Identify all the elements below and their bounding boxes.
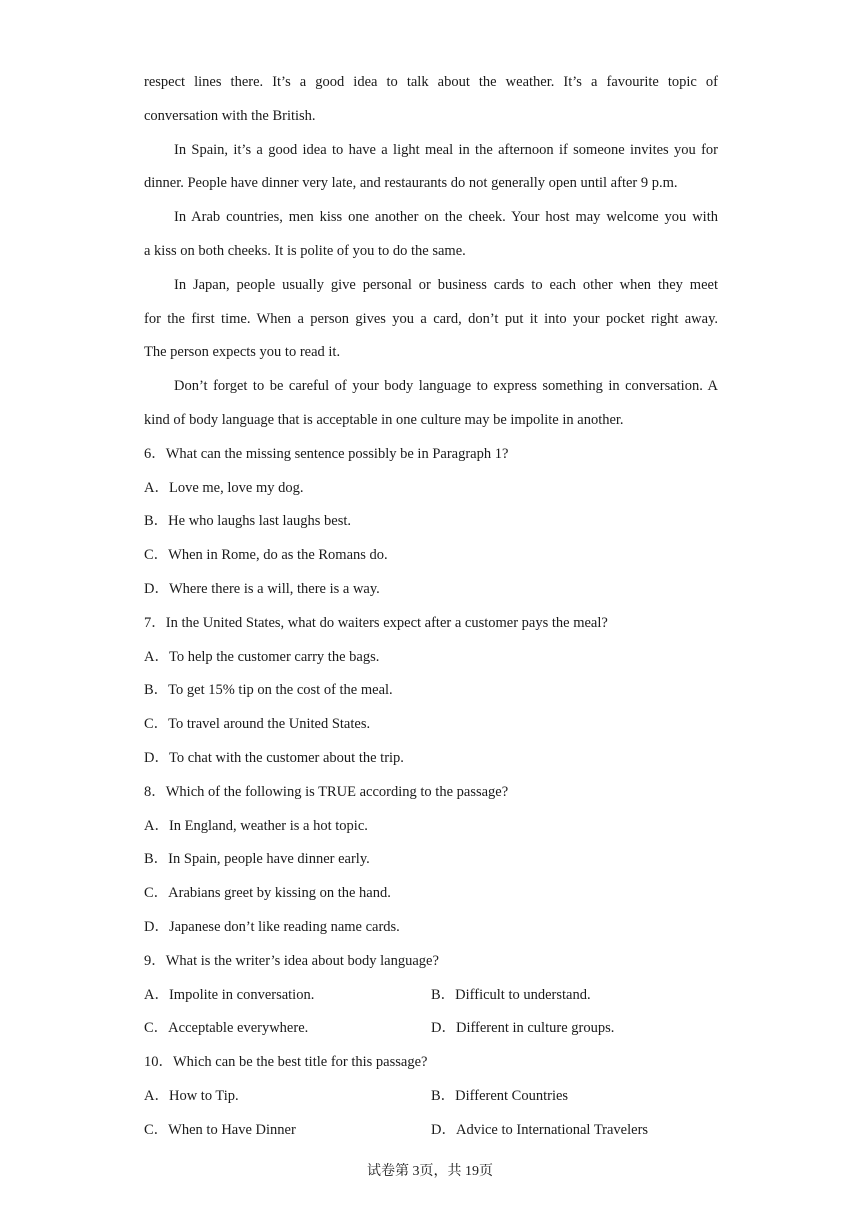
paragraph-line: The person expects you to read it. <box>144 344 341 361</box>
question-stem: 7．In the United States, what do waiters expect after a customer pays the meal? <box>144 614 608 631</box>
option-row <box>144 1012 718 1046</box>
option-d: D．Where there is a will, there is a way. <box>144 580 380 597</box>
option-b: B．In Spain, people have dinner early. <box>144 851 370 868</box>
option-c: C．When to Have Dinner <box>144 1121 296 1138</box>
option-row <box>144 979 718 1013</box>
option-c: C．When in Rome, do as the Romans do. <box>144 547 388 564</box>
question-6 <box>144 438 718 607</box>
paragraph-body-language <box>144 370 718 438</box>
paragraph-line: respect lines there. It’s a good idea to talk about the weather. It’s a favourite topic of <box>144 74 718 90</box>
paragraph-line: In Spain, it’s a good idea to have a light meal in the afternoon if someone invites you for <box>174 141 718 158</box>
paragraph-japan <box>144 269 718 370</box>
question-stem: 9．What is the writer’s idea about body language? <box>144 952 439 969</box>
paragraph-arab <box>144 201 718 269</box>
question-stem: 6．What can the missing sentence possibly be in Paragraph 1? <box>144 445 509 462</box>
option-b: B．Difficult to understand. <box>431 986 591 1003</box>
page-footer: 试卷第 3页，共 19页 <box>367 1164 493 1179</box>
option-c: C．Acceptable everywhere. <box>144 1020 309 1037</box>
paragraph-line: In Japan, people usually give personal or business cards to each other when they meet <box>174 276 718 293</box>
question-7 <box>144 607 718 776</box>
option-c: C．To travel around the United States. <box>144 716 371 733</box>
option-d: D．Japanese don’t like reading name cards. <box>144 918 400 935</box>
question-stem: 10．Which can be the best title for this passage? <box>144 1054 428 1071</box>
paragraph-spain <box>144 134 718 202</box>
option-a: A．To help the customer carry the bags. <box>144 648 380 665</box>
option-d: D．Different in culture groups. <box>431 1020 615 1037</box>
question-8 <box>144 776 718 945</box>
paragraph-britain <box>144 66 718 134</box>
option-a: A．In England, weather is a hot topic. <box>144 817 368 834</box>
option-d: D．Advice to International Travelers <box>431 1121 649 1138</box>
passage <box>144 66 718 438</box>
paragraph-line: for the first time. When a person gives you a card, don’t put it into your pocket right away. <box>144 310 718 327</box>
option-a: A．Love me, love my dog. <box>144 479 304 496</box>
option-a: A．Impolite in conversation. <box>144 986 315 1003</box>
option-row <box>144 1114 718 1148</box>
option-b: B．He who laughs last laughs best. <box>144 513 352 530</box>
option-row <box>144 1080 718 1114</box>
paragraph-line: conversation with the British. <box>144 107 316 124</box>
option-c: C．Arabians greet by kissing on the hand. <box>144 885 391 902</box>
document-page <box>144 66 718 1148</box>
question-10 <box>144 1046 718 1147</box>
paragraph-line: In Arab countries, men kiss one another on the cheek. Your host may welcome you with <box>174 209 718 226</box>
paragraph-line: dinner. People have dinner very late, and restaurants do not generally open until after 9 p.m. <box>144 175 678 192</box>
question-9 <box>144 945 718 1046</box>
paragraph-line: Don’t forget to be careful of your body language to express something in conversation. A <box>174 378 718 395</box>
paragraph-line: a kiss on both cheeks. It is polite of you to do the same. <box>144 242 466 259</box>
option-d: D．To chat with the customer about the trip. <box>144 749 404 766</box>
option-b: B．Different Countries <box>431 1087 569 1104</box>
option-b: B．To get 15% tip on the cost of the meal. <box>144 682 393 699</box>
option-a: A．How to Tip. <box>144 1087 239 1104</box>
question-stem: 8．Which of the following is TRUE according to the passage? <box>144 783 509 800</box>
paragraph-line: kind of body language that is acceptable in one culture may be impolite in another. <box>144 411 624 428</box>
